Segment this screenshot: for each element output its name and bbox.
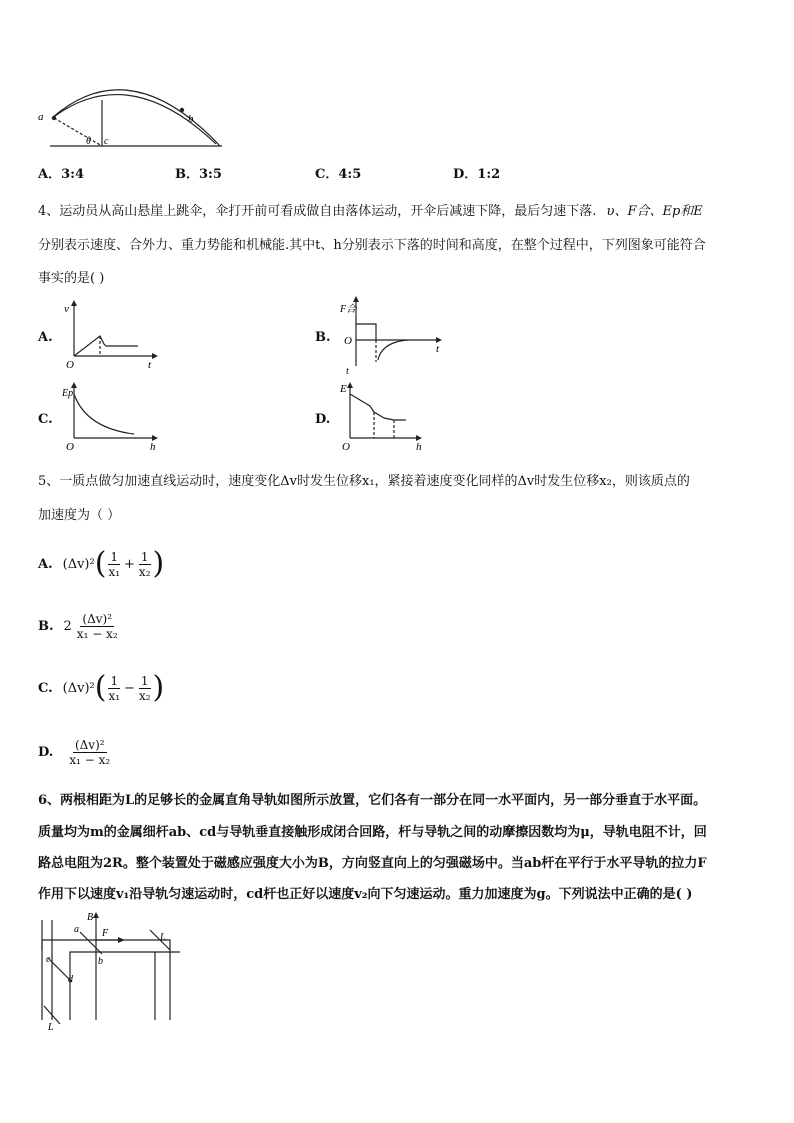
q5-option-b: B. 2 $\frac{\text{(Δv)²}}{\text{x₁ − x₂}}$ xyxy=(38,611,118,641)
q4-graph-b-step xyxy=(356,324,376,340)
q6-rail-inner xyxy=(70,952,180,1020)
q5-option-d: D. $\frac{\text{(Δv)²}}{\text{x₁ − x₂}}$ xyxy=(38,737,111,767)
q4-graph-b xyxy=(338,296,448,376)
q6-figure xyxy=(30,910,190,1035)
q4-graph-c-letter: C. xyxy=(38,412,53,427)
svg-text:d: d xyxy=(68,974,73,985)
svg-text:O: O xyxy=(66,359,74,370)
q3-arc-outer xyxy=(52,90,220,146)
q3-label-a: a xyxy=(38,111,44,123)
q4-graph-c-curve xyxy=(74,394,134,434)
svg-text:h: h xyxy=(150,441,156,453)
q3-option-b: B．3:5 xyxy=(175,167,222,182)
q4-graph-c xyxy=(62,380,162,454)
q4-graph-a-curve xyxy=(74,336,138,356)
q4-graph-d-letter: D. xyxy=(315,412,331,427)
svg-text:h: h xyxy=(416,441,422,453)
svg-text:t: t xyxy=(346,366,349,376)
q3-option-c: C．4:5 xyxy=(315,167,362,182)
svg-text:t: t xyxy=(436,343,440,355)
q4-line2: 分别表示速度、合外力、重力势能和机械能.其中t、h分别表示下落的时间和高度，在整个过程中，下列图象可能符合 xyxy=(38,238,706,253)
q6-line1: 6、两根相距为L的足够长的金属直角导轨如图所示放置，它们各有一部分在同一水平面内，另一部分垂直于水平面。 xyxy=(38,793,707,808)
q4-graph-b-curve xyxy=(378,340,408,360)
svg-text:L: L xyxy=(160,932,166,943)
q6-line2: 质量均为m的金属细杆ab、cd与导轨垂直接触形成闭合回路，杆与导轨之间的动摩擦因数均为μ，导轨电阻不计，回 xyxy=(38,825,707,840)
q3-label-c: c xyxy=(104,136,109,147)
q6-line3: 路总电阻为2R。整个装置处于磁感应强度大小为B，方向竖直向上的匀强磁场中。当ab杆在平行于水平导轨的拉力F xyxy=(38,856,707,871)
svg-text:O: O xyxy=(66,441,74,453)
q3-label-b: b xyxy=(188,113,194,125)
svg-text:b: b xyxy=(98,956,103,967)
svg-text:F合: F合 xyxy=(340,304,357,315)
svg-text:v: v xyxy=(64,303,69,315)
svg-text:a: a xyxy=(74,924,79,935)
svg-text:c: c xyxy=(46,954,51,965)
svg-text:E: E xyxy=(340,383,347,395)
q3-point-a xyxy=(52,116,56,120)
q4-graph-b-letter: B. xyxy=(315,330,331,345)
q3-figure xyxy=(30,70,230,155)
q4-line3: 事实的是( ) xyxy=(38,271,105,286)
q3-option-d: D．1:2 xyxy=(453,167,501,182)
q5-option-a: A. (Δv)² ( $\frac{1}{\text{x₁}}$ + $\frac{1}{\text{x₂}}$ ) xyxy=(38,546,165,581)
q4-line1: 4、运动员从高山悬崖上跳伞，伞打开前可看成做自由落体运动，开伞后减速下降，最后匀速下落. υ、F合、Ep和E xyxy=(38,204,703,219)
q5-line1: 5、一质点做匀加速直线运动时，速度变化Δv时发生位移x₁，紧接着速度变化同样的Δv时发生位移x₂，则该质点的 xyxy=(38,474,690,489)
svg-text:F: F xyxy=(102,928,109,939)
q3-dashed-radius xyxy=(54,118,102,146)
q3-option-a: A．3:4 xyxy=(38,167,84,182)
svg-text:Ep: Ep xyxy=(62,388,74,399)
q4-graph-d xyxy=(338,380,438,454)
svg-text:t: t xyxy=(148,359,152,370)
q5-option-c: C. (Δv)² ( $\frac{1}{\text{x₁}}$ − $\frac{1}{\text{x₂}}$ ) xyxy=(38,670,165,705)
q6-label-l-bottom: L xyxy=(48,1022,54,1033)
svg-text:B: B xyxy=(87,912,94,923)
q5-line2: 加速度为（ ） xyxy=(38,508,121,523)
q3-point-b xyxy=(180,108,184,112)
q6-rod-ab xyxy=(80,932,102,954)
q4-graph-a xyxy=(62,300,162,370)
q4-graph-d-curve xyxy=(350,394,406,420)
q4-graph-a-letter: A. xyxy=(38,330,53,345)
q6-line4: 作用下以速度v₁沿导轨匀速运动时，cd杆也正好以速度v₂向下匀速运动。重力加速度为g。下列说法中正确的是( ) xyxy=(38,887,693,902)
q3-label-theta: θ xyxy=(86,136,91,147)
svg-text:O: O xyxy=(342,441,350,453)
svg-text:O: O xyxy=(344,335,352,347)
